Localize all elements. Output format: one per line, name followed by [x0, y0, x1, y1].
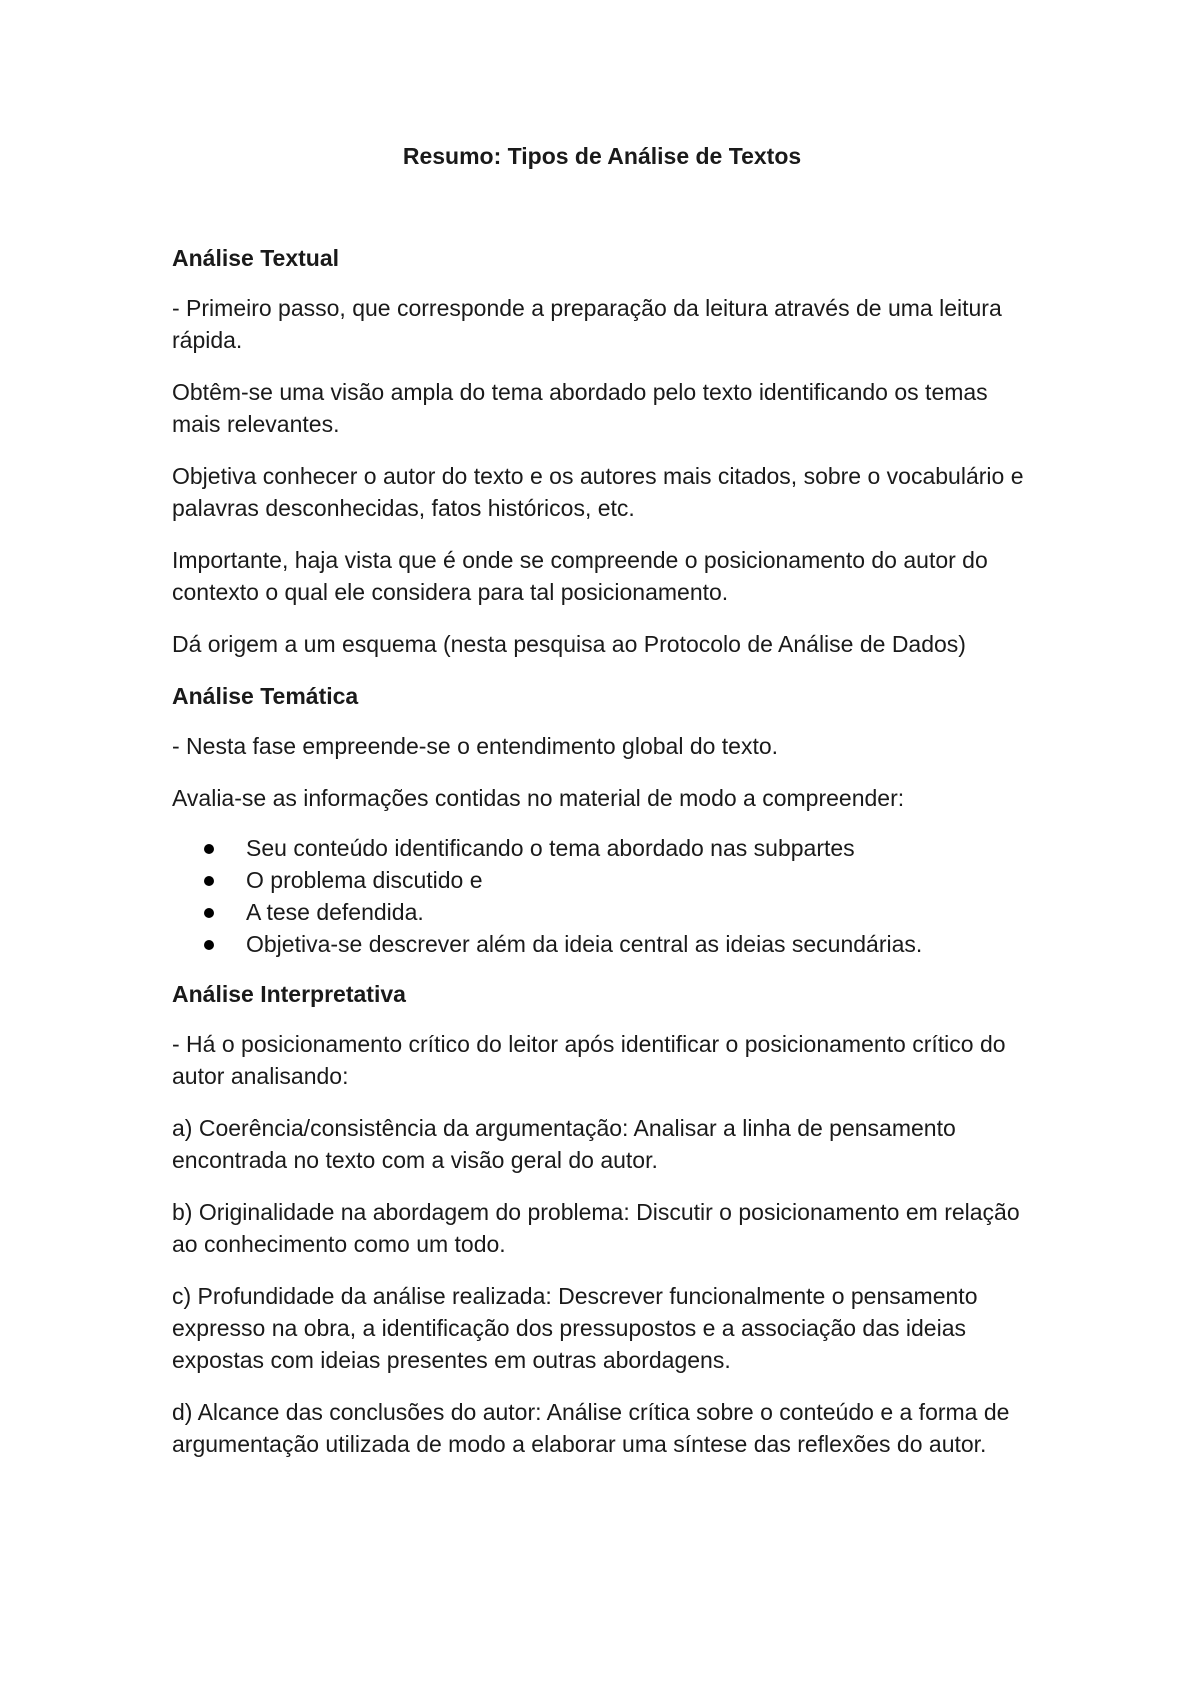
paragraph: a) Coerência/consistência da argumentação: Analisar a linha de pensamento encontrada no texto com a visão geral do autor.	[172, 1115, 956, 1173]
bullet-text: A tese defendida.	[246, 899, 424, 925]
bullet-icon	[204, 876, 214, 886]
paragraph: Objetiva conhecer o autor do texto e os autores mais citados, sobre o vocabulário e palavras desconhecidas, fatos históricos, etc.	[172, 463, 1024, 521]
document-body	[172, 140, 1032, 1480]
paragraph: Obtêm-se uma visão ampla do tema abordado pelo texto identificando os temas mais relevantes.	[172, 379, 988, 437]
section-heading-analise-textual: Análise Textual	[172, 245, 340, 271]
paragraph: Importante, haja vista que é onde se compreende o posicionamento do autor do contexto o qual ele considera para tal posicionamento.	[172, 547, 988, 605]
bullet-list	[172, 832, 1032, 960]
section-heading-analise-tematica: Análise Temática	[172, 683, 359, 709]
bullet-item	[246, 832, 1032, 864]
bullet-item	[246, 928, 1032, 960]
paragraph: - Nesta fase empreende-se o entendimento global do texto.	[172, 733, 779, 759]
paragraph: c) Profundidade da análise realizada: Descrever funcionalmente o pensamento expresso na obra, a identificação dos pressupostos e a associação das ideias expostas com ideias presentes em outras abordagens.	[172, 1283, 978, 1373]
bullet-text: O problema discutido e	[246, 867, 483, 893]
bullet-text: Objetiva-se descrever além da ideia central as ideias secundárias.	[246, 931, 923, 957]
paragraph: Dá origem a um esquema (nesta pesquisa ao Protocolo de Análise de Dados)	[172, 631, 966, 657]
bullet-item	[246, 896, 1032, 928]
paragraph: - Há o posicionamento crítico do leitor após identificar o posicionamento crítico do autor analisando:	[172, 1031, 1006, 1089]
bullet-icon	[204, 908, 214, 918]
document-title: Resumo: Tipos de Análise de Textos	[402, 143, 802, 169]
paragraph: d) Alcance das conclusões do autor: Análise crítica sobre o conteúdo e a forma de argumentação utilizada de modo a elaborar uma síntese das reflexões do autor.	[172, 1399, 1010, 1457]
bullet-icon	[204, 844, 214, 854]
paragraph: Avalia-se as informações contidas no material de modo a compreender:	[172, 785, 905, 811]
bullet-icon	[204, 940, 214, 950]
paragraph: b) Originalidade na abordagem do problema: Discutir o posicionamento em relação ao conhecimento como um todo.	[172, 1199, 1020, 1257]
paragraph: - Primeiro passo, que corresponde a preparação da leitura através de uma leitura rápida.	[172, 295, 1002, 353]
section-heading-analise-interpretativa: Análise Interpretativa	[172, 981, 406, 1007]
bullet-text: Seu conteúdo identificando o tema abordado nas subpartes	[246, 835, 855, 861]
bullet-item	[246, 864, 1032, 896]
